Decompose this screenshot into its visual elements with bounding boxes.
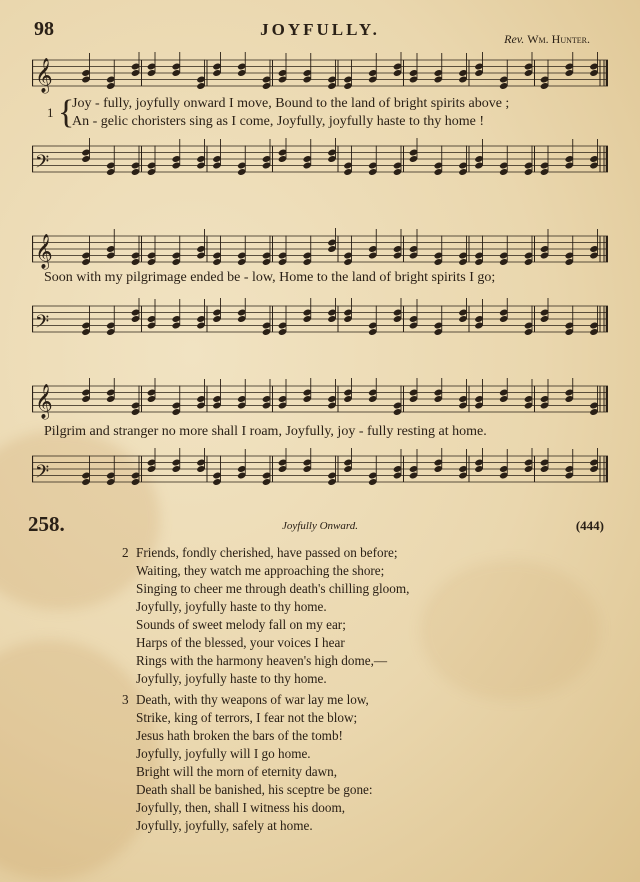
stanza-line: Harps of the blessed, your voices I hear (136, 635, 345, 650)
author-prefix: Rev. (504, 32, 525, 46)
page-header (0, 18, 640, 46)
treble-clef: 𝄞 (35, 234, 53, 269)
treble-staff (32, 228, 608, 272)
stanza-line: Joyfully, then, shall I witness his doom, (136, 800, 346, 815)
bass-staff (32, 448, 608, 492)
stanza-3 (122, 691, 373, 835)
stanza-line: Jesus hath broken the bars of the tomb! (136, 728, 343, 743)
lyric-line: Soon with my pilgrimage ended be - low, Home to the land of bright spirits I go; (44, 270, 496, 285)
verse-brace: { (58, 94, 75, 131)
stanza-line: Singing to cheer me through death's chilling gloom, (136, 581, 410, 596)
author-credit (504, 32, 590, 47)
hymn-number: 258. (28, 512, 65, 536)
page-number: 98 (34, 18, 54, 40)
stanza-line: Joyfully, joyfully, safely at home. (136, 818, 313, 833)
stanza-line: Sounds of sweet melody fall on my ear; (136, 617, 346, 632)
stanza-line: Waiting, they watch me approaching the shore; (136, 563, 385, 578)
page-title: JOYFULLY. (260, 20, 380, 39)
lyric-line: An - gelic choristers sing as I come, Joyfully, joyfully haste to thy home ! (72, 114, 485, 129)
stanza-line: Joyfully, joyfully will I go home. (136, 746, 311, 761)
bass-staff (32, 298, 608, 342)
stanza-number: 3 (122, 692, 129, 707)
stanza-line: Death shall be banished, his sceptre be gone: (136, 782, 373, 797)
author-name: Wm. Hunter. (527, 32, 590, 46)
stanza-line: Strike, king of terrors, I fear not the blow; (136, 710, 358, 725)
bass-clef: 𝄢 (35, 312, 50, 337)
stanza-line: Rings with the harmony heaven's high dome,— (136, 653, 388, 668)
verse-number: 1 (47, 105, 54, 120)
treble-clef: 𝄞 (35, 58, 53, 93)
lyric-line: Joy - fully, joyfully onward I move, Bound to the land of bright spirits above ; (72, 96, 510, 111)
lyric-line: Pilgrim and stranger no more shall I roam, Joyfully, joy - fully resting at home. (44, 424, 487, 439)
stanza-line: Joyfully, joyfully haste to thy home. (136, 671, 327, 686)
bass-staff (32, 138, 608, 182)
treble-staff (32, 52, 608, 96)
stanza-line: Death, with thy weapons of war lay me low, (136, 692, 369, 707)
paper-stain (420, 560, 600, 700)
tune-reference: (444) (575, 518, 604, 533)
stanza-line: Friends, fondly cherished, have passed on before; (136, 545, 398, 560)
hymn-info (0, 512, 640, 536)
treble-staff (32, 378, 608, 422)
stanza-number: 2 (122, 545, 129, 560)
treble-clef: 𝄞 (35, 384, 53, 419)
stanza-line: Bright will the morn of eternity dawn, (136, 764, 338, 779)
bass-clef: 𝄢 (35, 462, 50, 487)
bass-clef: 𝄢 (35, 152, 50, 177)
stanza-2 (122, 544, 410, 688)
stanza-line: Joyfully, joyfully haste to thy home. (136, 599, 327, 614)
tune-title: Joyfully Onward. (282, 520, 358, 532)
